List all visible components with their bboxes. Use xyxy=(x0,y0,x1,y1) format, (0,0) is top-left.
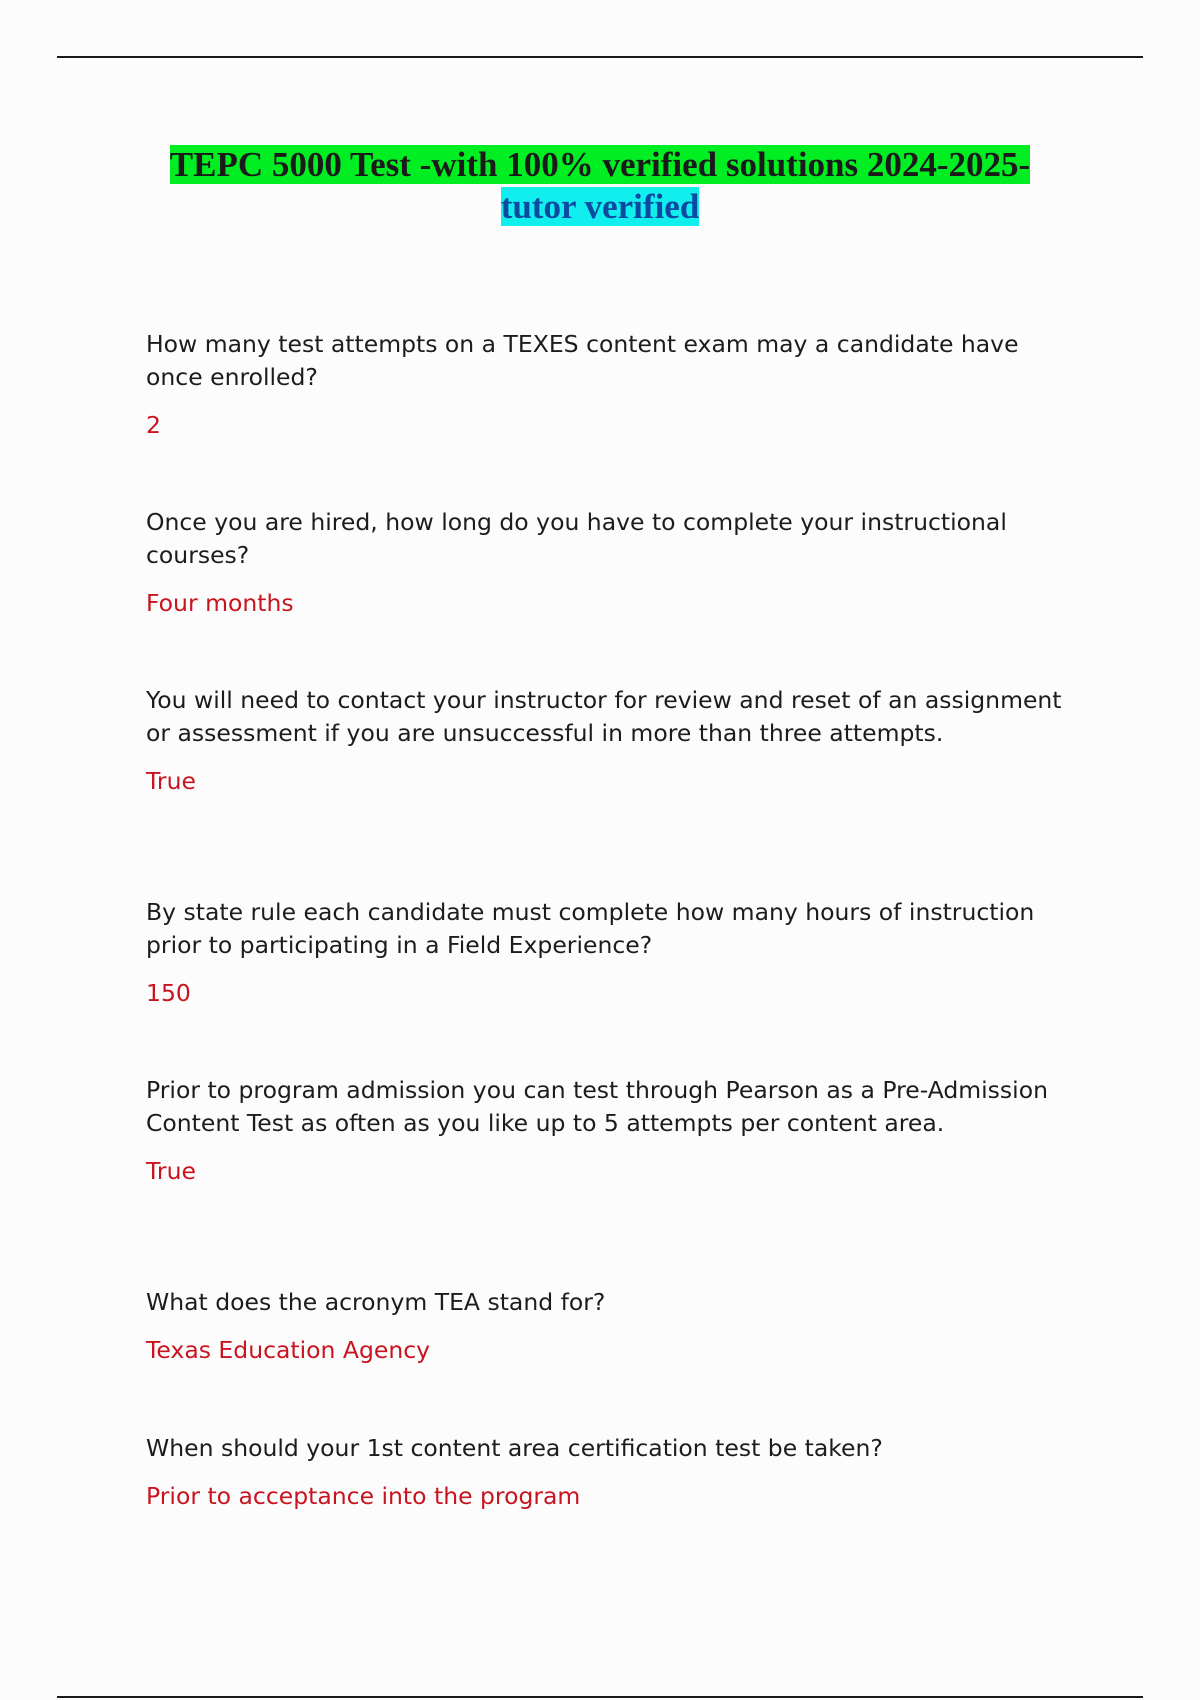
question-text: When should your 1st content area certification test be taken? xyxy=(146,1434,883,1462)
question-text: What does the acronym TEA stand for? xyxy=(146,1288,606,1316)
question-text: How many test attempts on a TEXES content exam may a candidate have once enrolled? xyxy=(146,330,1019,391)
qa-item xyxy=(146,896,1066,1010)
question-text: By state rule each candidate must complete how many hours of instruction prior to participating in a Field Experience? xyxy=(146,898,1035,959)
qa-item xyxy=(146,506,1066,620)
qa-item xyxy=(146,328,1066,442)
document-title xyxy=(140,144,1060,228)
answer-text: 2 xyxy=(146,411,161,439)
answer-text: True xyxy=(146,767,196,795)
answer-text: Texas Education Agency xyxy=(146,1336,431,1364)
bottom-rule xyxy=(57,1696,1143,1698)
title-cyan-highlight: tutor verified xyxy=(500,187,700,226)
qa-item xyxy=(146,1286,1066,1367)
answer-text: True xyxy=(146,1157,196,1185)
answer-text: Four months xyxy=(146,589,294,617)
top-rule xyxy=(57,56,1143,58)
answer-text: 150 xyxy=(146,979,191,1007)
qa-item xyxy=(146,1432,1066,1513)
title-green-highlight: TEPC 5000 Test -with 100% verified solutions 2024-2025- xyxy=(169,145,1031,184)
question-text: Prior to program admission you can test through Pearson as a Pre-Admission Content Test as often as you like up to 5 attempts per content area. xyxy=(146,1076,1048,1137)
answer-text: Prior to acceptance into the program xyxy=(146,1482,581,1510)
qa-item xyxy=(146,1074,1066,1188)
qa-item xyxy=(146,684,1066,798)
question-text: You will need to contact your instructor for review and reset of an assignment or assessment if you are unsuccessful in more than three attempts. xyxy=(146,686,1062,747)
question-text: Once you are hired, how long do you have to complete your instructional courses? xyxy=(146,508,1007,569)
